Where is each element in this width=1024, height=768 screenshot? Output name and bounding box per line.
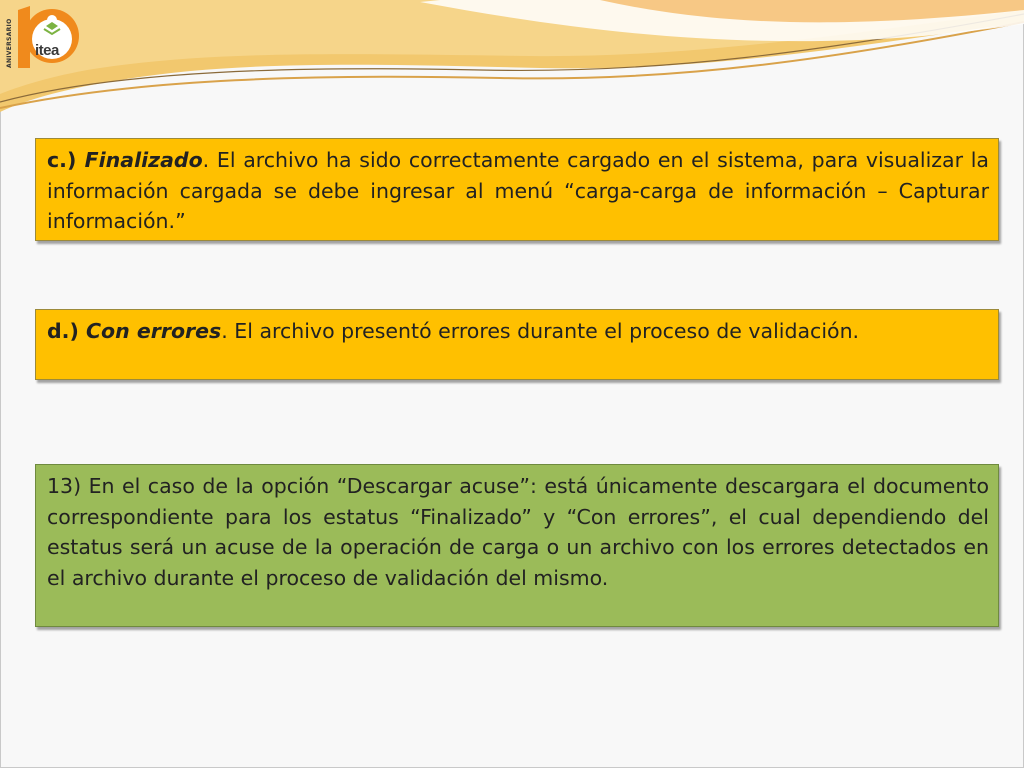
logo-brand-text: itea [35, 42, 59, 59]
status-con-errores-box [35, 309, 999, 380]
box-d-text: . El archivo presentó errores durante el proceso de validación. [221, 319, 860, 343]
status-finalizado-box [35, 138, 999, 241]
box-c-term: Finalizado [84, 148, 203, 172]
box-c-text: . El archivo ha sido correctamente cargado en el sistema, para visualizar la información cargada se debe ingresar al menú “carga-carga de información – Capturar información.” [47, 148, 989, 233]
box-13-text: 13) En el caso de la opción “Descargar acuse”: está únicamente descargara el documento correspondiente para los estatus “Finalizado” y “Con errores”, el cual dependiendo del estatus será un acuse de la operación de carga o un archivo con los errores detectados en el archivo durante el proceso de validación del mismo. [47, 474, 989, 590]
box-c-prefix: c.) [47, 148, 85, 172]
header-decoration [0, 0, 1024, 120]
logo-vertical-text: ANIVERSARIO [6, 18, 13, 68]
descargar-acuse-box [35, 464, 999, 627]
logo-graphic [6, 2, 80, 70]
box-d-prefix: d.) [47, 319, 86, 343]
itea-anniversary-logo [6, 2, 80, 70]
box-d-term: Con errores [85, 319, 222, 343]
